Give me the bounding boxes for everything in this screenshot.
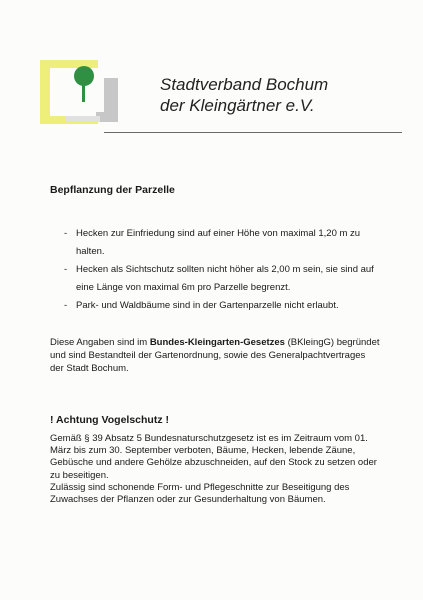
paragraph-text-before: Diese Angaben sind im bbox=[50, 337, 150, 348]
tree-icon bbox=[72, 66, 98, 106]
organization-name bbox=[160, 74, 328, 116]
law-paragraph-2: Zulässig sind schonende Form- und Pflegeschnitte zur Beseitigung des Zuwachses der Pflanzen oder zur Gesunderhaltung von Bäumen. bbox=[50, 481, 350, 506]
org-name-line-1: Stadtverband Bochum bbox=[160, 75, 329, 94]
tree-trunk bbox=[82, 84, 85, 102]
list-dash: - bbox=[64, 300, 68, 311]
bird-protection-text bbox=[50, 433, 380, 506]
list-item-text: Hecken als Sichtschutz sollten nicht höher als 2,00 m sein, sie sind auf eine Länge von maximal 6m pro Parzelle begrenzt. bbox=[76, 264, 374, 293]
planting-rules-list bbox=[50, 225, 380, 315]
paragraph-text-after: (BKleingG) begründet und sind Bestandteil der Gartenordnung, sowie des Generalpachtvertrages der Stadt Bochum. bbox=[50, 337, 380, 374]
paragraph-law-name: Bundes-Kleingarten-Gesetzes bbox=[149, 337, 285, 348]
law-paragraph-1: Gemäß § 39 Absatz 5 Bundesnaturschutzgesetz ist es im Zeitraum vom 01. März bis zum 30. September verboten, Bäume, Hecken, lebende Zäune, Gebüsche und andere Gehölze abzuschneiden, auf den Stock zu setzen oder zu beseitigen. bbox=[50, 433, 377, 481]
tree-logo-icon bbox=[38, 52, 120, 126]
list-item-text: Park- und Waldbäume sind in der Gartenparzelle nicht erlaubt. bbox=[76, 300, 339, 311]
list-item-text: Hecken zur Einfriedung sind auf einer Höhe von maximal 1,20 m zu halten. bbox=[76, 228, 361, 257]
org-name-line-2: der Kleingärtner e.V. bbox=[160, 96, 315, 115]
list-item bbox=[50, 261, 380, 297]
tree-crown bbox=[74, 66, 94, 86]
section-title: Bepflanzung der Parzelle bbox=[50, 184, 175, 196]
list-item bbox=[50, 297, 380, 315]
legal-basis-paragraph bbox=[50, 336, 380, 375]
warning-title: ! Achtung Vogelschutz ! bbox=[50, 414, 169, 426]
header-divider bbox=[104, 132, 402, 133]
list-dash: - bbox=[64, 228, 68, 239]
list-dash: - bbox=[64, 264, 68, 275]
logo-gray-base bbox=[66, 116, 100, 122]
list-item bbox=[50, 225, 380, 261]
